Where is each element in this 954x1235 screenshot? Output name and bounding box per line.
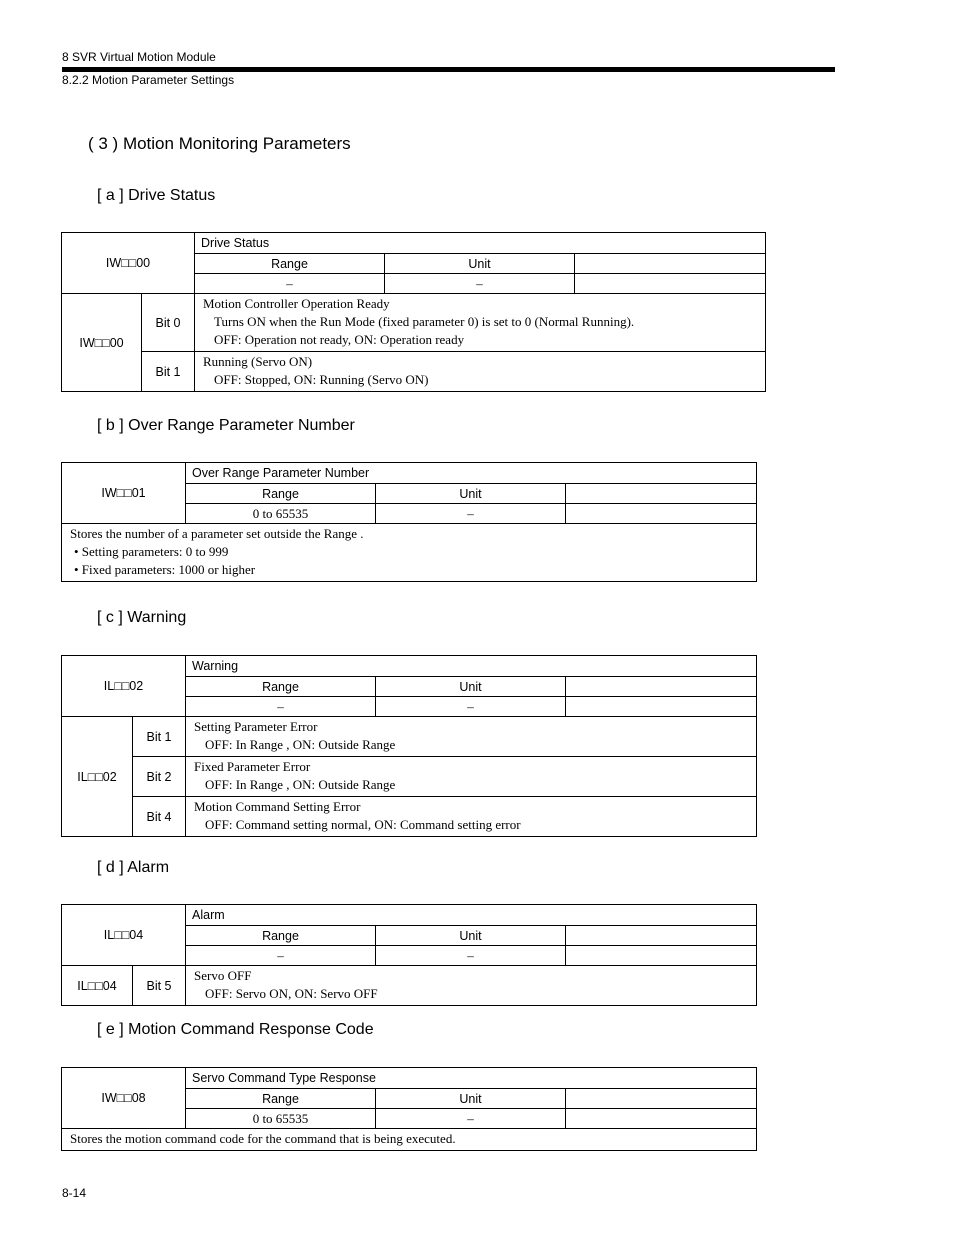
empty-cell bbox=[566, 697, 757, 717]
parameter-title: Servo Command Type Response bbox=[186, 1068, 757, 1089]
warning-table bbox=[61, 655, 757, 837]
page-number: 8-14 bbox=[62, 1186, 87, 1200]
unit-value: – bbox=[376, 1109, 566, 1129]
bit-detail: OFF: Command setting normal, ON: Command setting error bbox=[205, 817, 521, 832]
section-header: 8.2.2 Motion Parameter Settings bbox=[62, 73, 235, 87]
range-value: – bbox=[186, 946, 376, 966]
bit-description bbox=[186, 757, 757, 797]
unit-value: – bbox=[376, 946, 566, 966]
description-text: Stores the motion command code for the command that is being executed. bbox=[70, 1131, 456, 1146]
range-value: 0 to 65535 bbox=[186, 1109, 376, 1129]
bit-detail: OFF: Stopped, ON: Running (Servo ON) bbox=[214, 372, 429, 387]
bit-label: Bit 0 bbox=[142, 294, 195, 352]
drive-status-heading: [ a ] Drive Status bbox=[97, 187, 216, 204]
range-value: 0 to 65535 bbox=[186, 504, 376, 524]
empty-cell bbox=[566, 504, 757, 524]
empty-cell bbox=[566, 1109, 757, 1129]
register-cell: IW□□00 bbox=[62, 294, 142, 392]
register-cell: IL□□04 bbox=[62, 966, 133, 1006]
empty-cell bbox=[566, 926, 757, 946]
range-label: Range bbox=[186, 484, 376, 504]
unit-value: – bbox=[376, 504, 566, 524]
range-label: Range bbox=[186, 1089, 376, 1109]
bit-detail: OFF: In Range , ON: Outside Range bbox=[205, 737, 396, 752]
parameter-title: Warning bbox=[186, 656, 757, 677]
register-cell: IL□□02 bbox=[62, 717, 133, 837]
empty-cell bbox=[575, 274, 766, 294]
bit-name: Running (Servo ON) bbox=[203, 354, 313, 369]
bullet-item: • Fixed parameters: 1000 or higher bbox=[74, 562, 256, 577]
bit-detail: Turns ON when the Run Mode (fixed parameter 0) is set to 0 (Normal Running). bbox=[214, 314, 635, 329]
register-cell: IW□□01 bbox=[62, 463, 186, 524]
range-label: Range bbox=[195, 254, 385, 274]
bit-name: Setting Parameter Error bbox=[194, 719, 318, 734]
alarm-table bbox=[61, 904, 757, 1006]
parameter-title: Drive Status bbox=[195, 233, 766, 254]
bit-label: Bit 2 bbox=[133, 757, 186, 797]
bit-description bbox=[186, 797, 757, 837]
parameter-description bbox=[62, 524, 757, 582]
parameter-description bbox=[62, 1129, 757, 1151]
parameter-title: Alarm bbox=[186, 905, 757, 926]
range-value: – bbox=[186, 697, 376, 717]
header-rule bbox=[62, 67, 835, 72]
range-label: Range bbox=[186, 926, 376, 946]
unit-label: Unit bbox=[376, 1089, 566, 1109]
unit-value: – bbox=[376, 697, 566, 717]
unit-label: Unit bbox=[376, 484, 566, 504]
empty-cell bbox=[566, 677, 757, 697]
register-cell: IW□□08 bbox=[62, 1068, 186, 1129]
register-cell: IL□□02 bbox=[62, 656, 186, 717]
bit-label: Bit 4 bbox=[133, 797, 186, 837]
bit-label: Bit 5 bbox=[133, 966, 186, 1006]
range-value: – bbox=[195, 274, 385, 294]
bit-detail: OFF: In Range , ON: Outside Range bbox=[205, 777, 396, 792]
register-cell: IL□□04 bbox=[62, 905, 186, 966]
parameter-title: Over Range Parameter Number bbox=[186, 463, 757, 484]
bit-description bbox=[186, 717, 757, 757]
empty-cell bbox=[566, 1089, 757, 1109]
alarm-heading: [ d ] Alarm bbox=[97, 859, 170, 876]
bit-name: Servo OFF bbox=[194, 968, 252, 983]
bullet-item: • Setting parameters: 0 to 999 bbox=[74, 544, 229, 559]
bit-label: Bit 1 bbox=[133, 717, 186, 757]
range-label: Range bbox=[186, 677, 376, 697]
unit-value: – bbox=[385, 274, 575, 294]
bit-detail: OFF: Servo ON, ON: Servo OFF bbox=[205, 986, 378, 1001]
unit-label: Unit bbox=[376, 926, 566, 946]
unit-label: Unit bbox=[385, 254, 575, 274]
response-code-heading: [ e ] Motion Command Response Code bbox=[97, 1021, 374, 1038]
empty-cell bbox=[566, 946, 757, 966]
register-cell: IW□□00 bbox=[62, 233, 195, 294]
over-range-heading: [ b ] Over Range Parameter Number bbox=[97, 417, 355, 434]
response-code-table bbox=[61, 1067, 757, 1151]
unit-label: Unit bbox=[376, 677, 566, 697]
bit-description bbox=[195, 352, 766, 392]
warning-heading: [ c ] Warning bbox=[97, 609, 187, 626]
bit-label: Bit 1 bbox=[142, 352, 195, 392]
chapter-header: 8 SVR Virtual Motion Module bbox=[62, 50, 216, 64]
empty-cell bbox=[575, 254, 766, 274]
empty-cell bbox=[566, 484, 757, 504]
bit-description bbox=[186, 966, 757, 1006]
bit-name: Motion Command Setting Error bbox=[194, 799, 361, 814]
bit-name: Fixed Parameter Error bbox=[194, 759, 311, 774]
bit-detail: OFF: Operation not ready, ON: Operation ready bbox=[214, 332, 465, 347]
over-range-table bbox=[61, 462, 757, 582]
section-heading: ( 3 ) Motion Monitoring Parameters bbox=[88, 134, 351, 153]
bit-description bbox=[195, 294, 766, 352]
description-text: Stores the number of a parameter set outside the Range . bbox=[70, 526, 364, 541]
drive-status-table bbox=[61, 232, 766, 392]
bit-name: Motion Controller Operation Ready bbox=[203, 296, 390, 311]
